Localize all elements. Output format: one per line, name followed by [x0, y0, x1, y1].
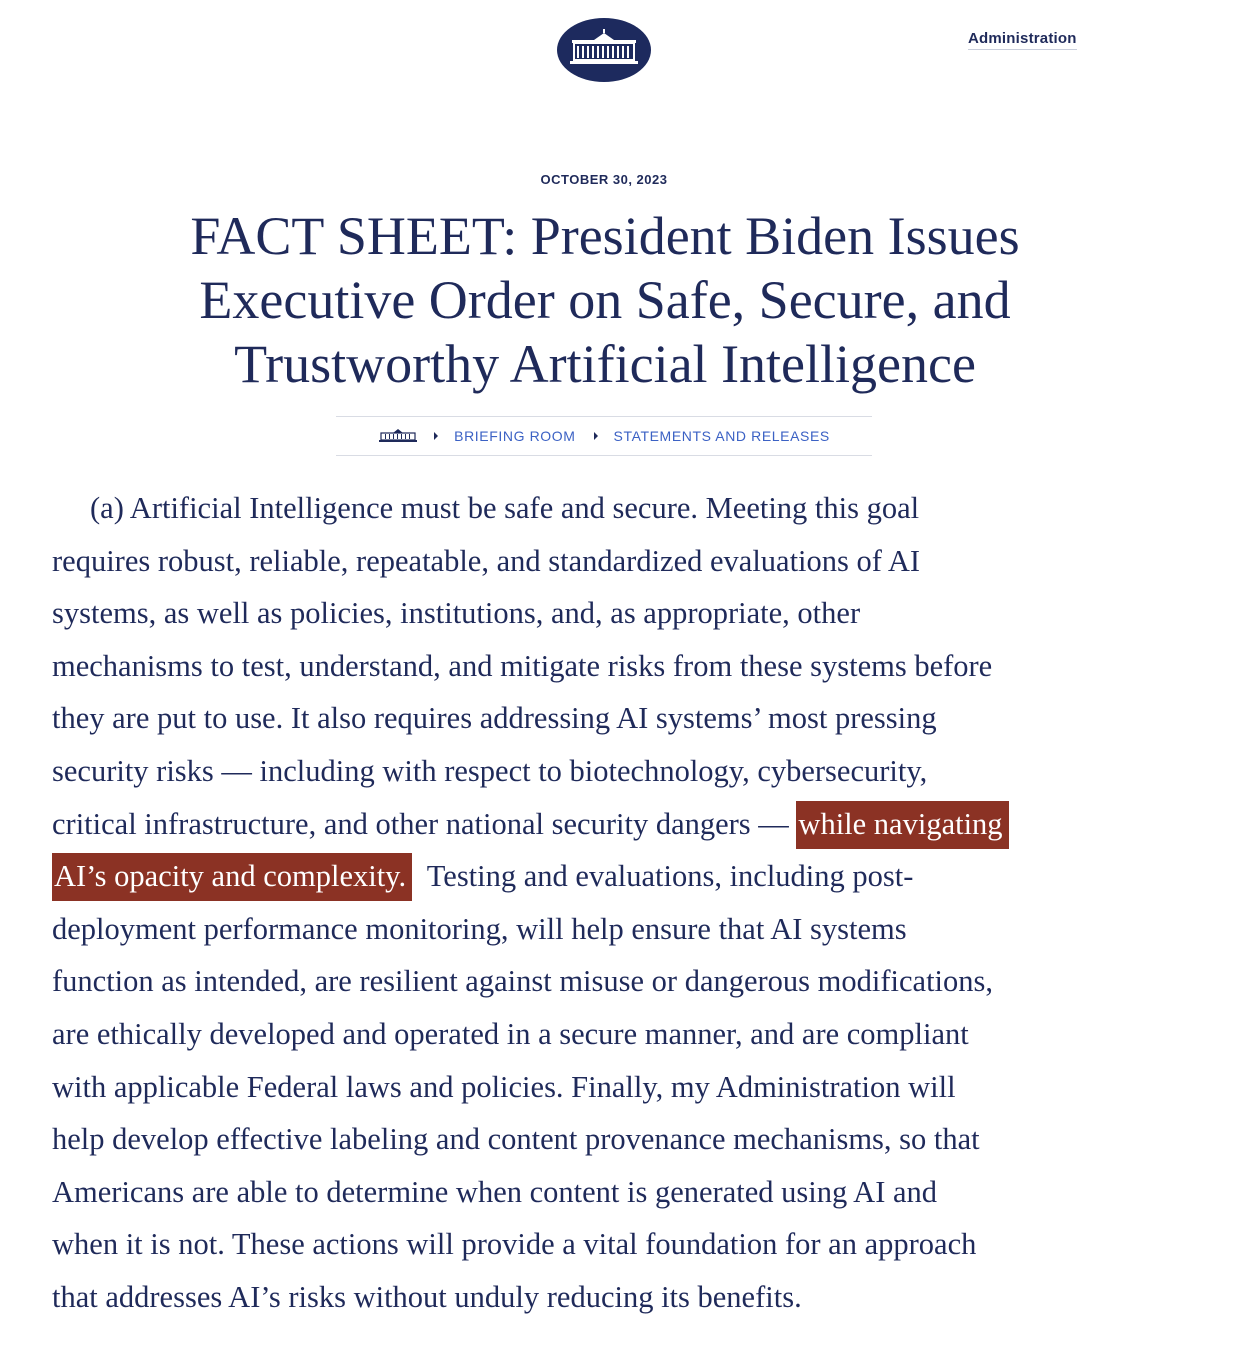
- chevron-right-icon: [594, 432, 598, 440]
- body-line: deployment performance monitoring, will help ensure that AI systems: [52, 911, 907, 946]
- body-line: (a) Artificial Intelligence must be safe and secure. Meeting this goal: [90, 491, 920, 525]
- body-line: are ethically developed and operated in a secure manner, and are compliant: [52, 1016, 969, 1051]
- page-title: FACT SHEET: President Biden Issues Executive Order on Safe, Secure, and Trustworthy Artificial Intelligence: [190, 206, 1020, 394]
- site-header: [0, 0, 1242, 100]
- body-line: when it is not. These actions will provide a vital foundation for an approach: [52, 1227, 977, 1262]
- body-line: Americans are able to determine when content is generated using AI and: [52, 1174, 938, 1209]
- body-line: security risks — including with respect to biotechnology, cybersecurity,: [52, 753, 928, 788]
- body-line: they are put to use. It also requires addressing AI systems’ most pressing: [52, 701, 937, 736]
- publish-date: OCTOBER 30, 2023: [540, 172, 668, 187]
- chevron-right-icon: [434, 432, 438, 440]
- article-body: [52, 482, 1212, 1324]
- white-house-seal-icon[interactable]: [557, 18, 651, 82]
- highlighted-text: AI’s opacity and complexity.: [52, 853, 412, 901]
- breadcrumb-briefing-room[interactable]: BRIEFING ROOM: [454, 428, 576, 444]
- highlighted-text: while navigating: [796, 801, 1008, 849]
- body-line-text: critical infrastructure, and other national security dangers —: [52, 806, 797, 841]
- white-house-icon[interactable]: [378, 428, 418, 444]
- white-house-building-icon: [557, 18, 651, 82]
- body-line: help develop effective labeling and content provenance mechanisms, so that: [52, 1122, 980, 1157]
- body-line-with-highlight: [52, 798, 1212, 851]
- body-line-with-highlight: [52, 850, 1212, 903]
- body-line: with applicable Federal laws and policies. Finally, my Administration will: [52, 1069, 956, 1104]
- administration-link[interactable]: Administration: [968, 30, 1077, 50]
- breadcrumb: [336, 416, 872, 456]
- body-line: that addresses AI’s risks without unduly reducing its benefits.: [52, 1279, 802, 1314]
- body-line: function as intended, are resilient against misuse or dangerous modifications,: [52, 964, 994, 999]
- breadcrumb-statements-releases[interactable]: STATEMENTS AND RELEASES: [613, 428, 830, 444]
- body-line-text: Testing and evaluations, including post-: [412, 859, 914, 894]
- body-line: requires robust, reliable, repeatable, and standardized evaluations of AI: [52, 543, 921, 578]
- body-line: mechanisms to test, understand, and mitigate risks from these systems before: [52, 648, 993, 683]
- body-line: systems, as well as policies, institutions, and, as appropriate, other: [52, 596, 861, 631]
